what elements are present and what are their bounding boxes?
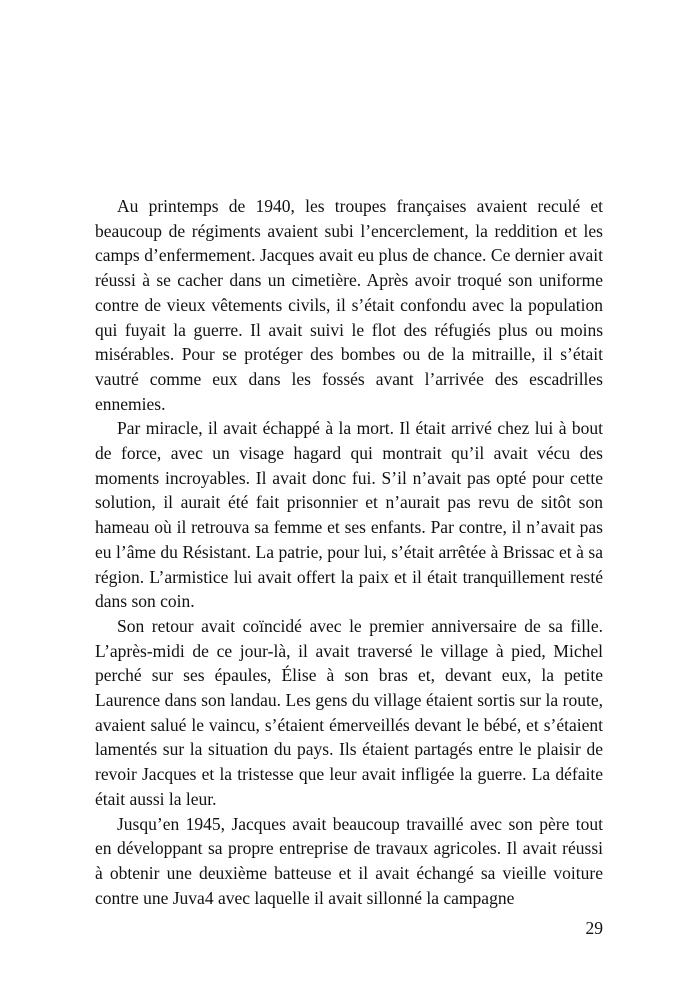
body-text: [95, 194, 603, 910]
paragraph-2: Par miracle, il avait échappé à la mort. Il était arrivé chez lui à bout de force, avec un visage hagard qui montrait qu’il avait vécu des moments incroyables. Il avait donc fui. S’il n’avait pas opté pour cette solution, il aurait été fait prisonnier et n’aurait pas revu de sitôt son hameau où il retrouva sa femme et ses enfants. Par contre, il n’avait pas eu l’âme du Résistant. La patrie, pour lui, s’était arrêtée à Brissac et à sa région. L’armistice lui avait offert la paix et il était tranquillement resté dans son coin.: [95, 418, 603, 612]
paragraph-1: Au printemps de 1940, les troupes françaises avaient reculé et beaucoup de régiments avaient subi l’encerclement, la reddition et les camps d’enfermement. Jacques avait eu plus de chance. Ce dernier avait réussi à se cacher dans un cimetière. Après avoir troqué son uniforme contre de vieux vêtements civils, il s’était confondu avec la population qui fuyait la guerre. Il avait suivi le flot des réfugiés plus ou moins misérables. Pour se protéger des bombes ou de la mitraille, il s’était vautré comme eux dans les fossés avant l’arrivée des escadrilles ennemies.: [95, 196, 603, 414]
paragraph-3: Son retour avait coïncidé avec le premier anniversaire de sa fille. L’après-midi de ce jour-là, il avait traversé le village à pied, Michel perché sur ses épaules, Élise à son bras et, devant eux, la petite Laurence dans son landau. Les gens du village étaient sortis sur la route, avaient salué le vaincu, s’étaient émerveillés devant le bébé, et s’étaient lamentés sur la situation du pays. Ils étaient partagés entre le plaisir de revoir Jacques et la tristesse que leur avait infligée la guerre. La défaite était aussi la leur.: [95, 615, 603, 809]
page-number: 29: [585, 918, 603, 938]
paragraph-4: Jusqu’en 1945, Jacques avait beaucoup travaillé avec son père tout en développant sa propre entreprise de travaux agricoles. Il avait réussi à obtenir une deuxième batteuse et il avait échangé sa vieille voiture contre une Juva4 avec laquelle il avait sillonné la campagne: [95, 813, 603, 908]
